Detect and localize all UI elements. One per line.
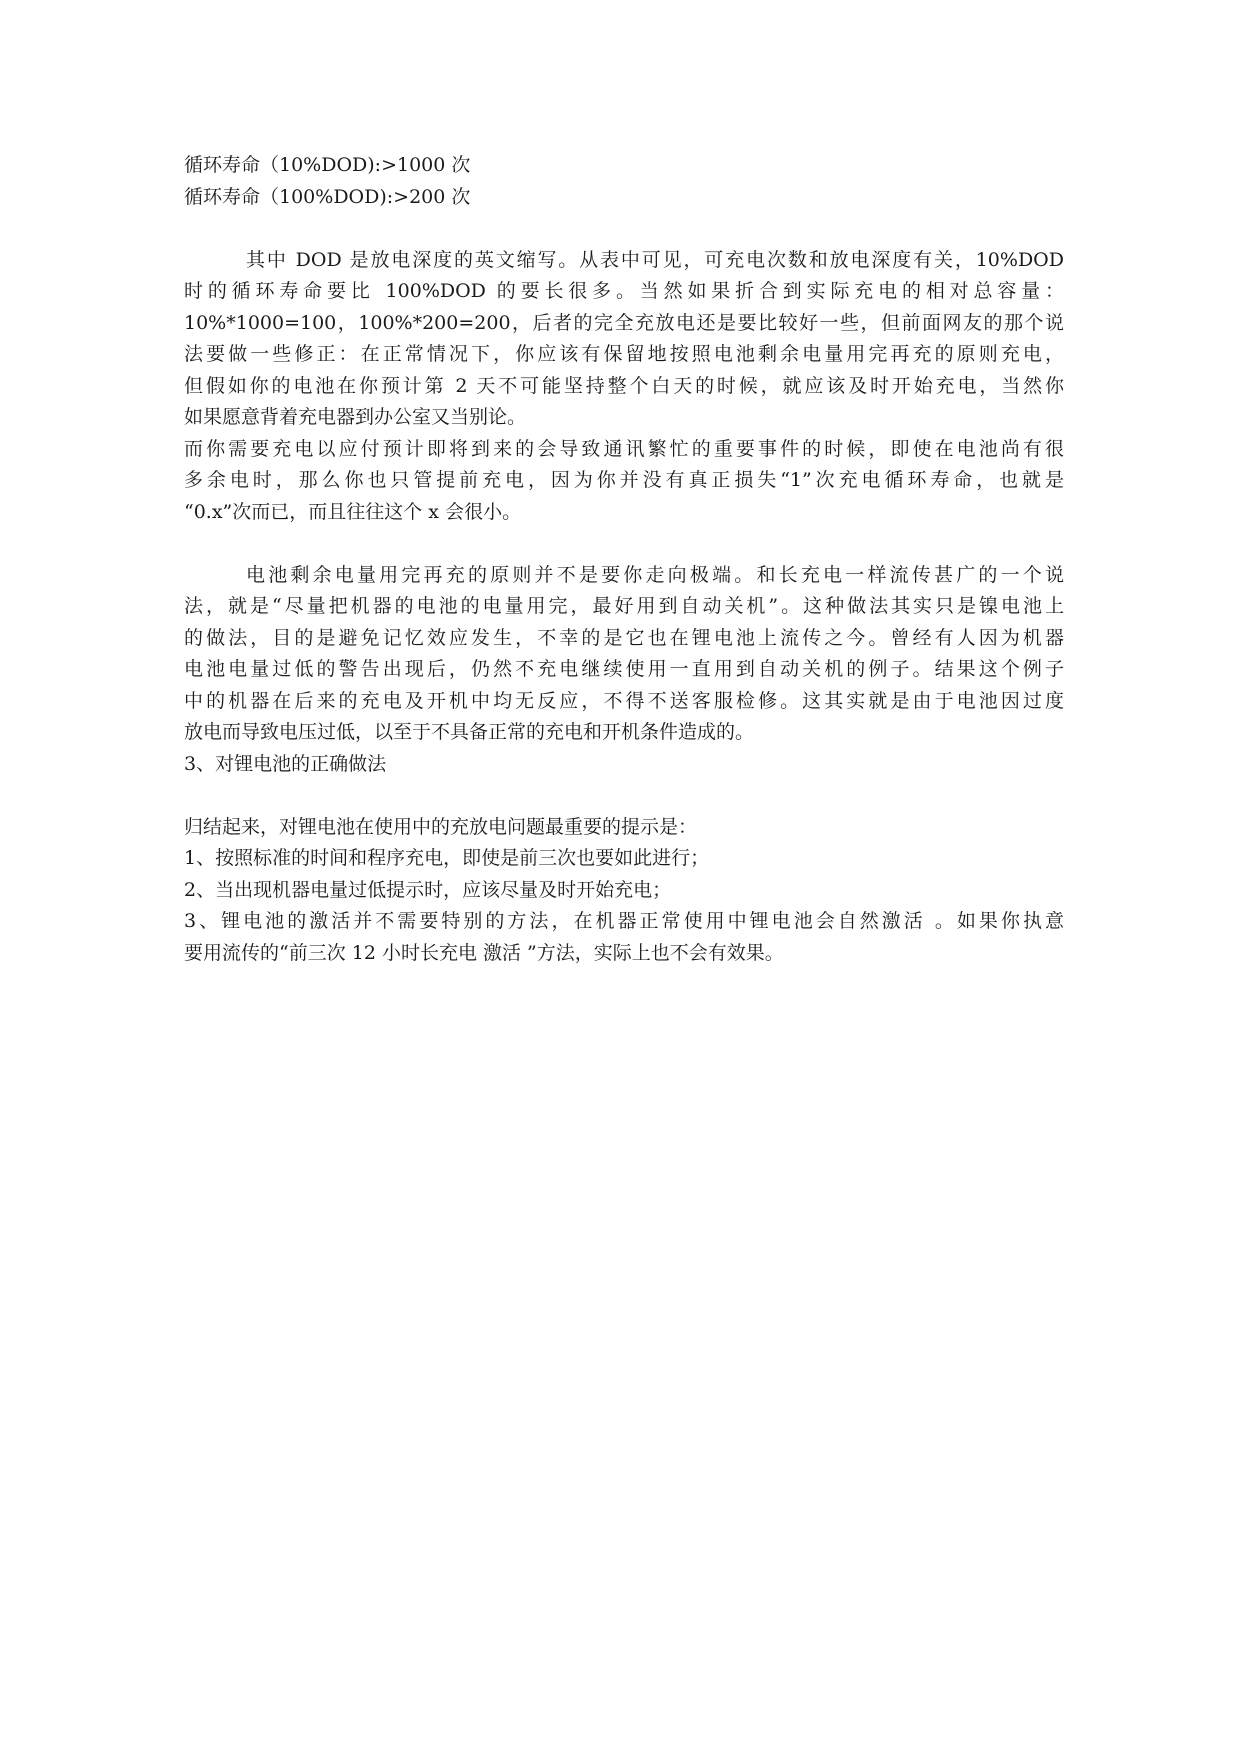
- cycle-life-100-dod: 循环寿命（100%DOD):>200 次: [184, 185, 471, 208]
- summary-intro: 归结起来，对锂电池在使用中的充放电问题最重要的提示是：: [184, 815, 698, 838]
- tip-item: 1、按照标准的时间和程序充电，即使是前三次也要如此进行；: [184, 847, 710, 869]
- paragraph-dod-explanation: [184, 245, 1064, 434]
- tip-item: 2、当出现机器电量过低提示时，应该尽量及时开始充电；: [184, 878, 672, 901]
- paragraph-line: 10%*1000=100，100%*200=200，后者的完全充放电还是要比较好一些，但前面网友的那个说: [184, 311, 1064, 334]
- paragraph-line: 但假如你的电池在你预计第 2 天不可能坚持整个白天的时候，就应该及时开始充电，当然你: [184, 374, 1064, 397]
- paragraph-line: 放电而导致电压过低，以至于不具备正常的充电和开机条件造成的。: [184, 721, 755, 743]
- paragraph-gap: [184, 213, 1064, 245]
- paragraph-gap: [184, 528, 1064, 560]
- paragraph-line: 多余电时，那么你也只管提前充电，因为你并没有真正损失“1”次充电循环寿命，也就是: [184, 469, 1064, 491]
- paragraph-line: 法要做一些修正：在正常情况下，你应该有保留地按照电池剩余电量用完再充的原则充电，: [184, 343, 1064, 365]
- paragraph-line: 的做法，目的是避免记忆效应发生，不幸的是它也在锂电池上流传之今。曾经有人因为机器: [184, 626, 1064, 649]
- cycle-life-10-dod: 循环寿命（10%DOD):>1000 次: [184, 154, 471, 176]
- section-heading: 3、对锂电池的正确做法: [184, 752, 387, 775]
- paragraph-early-charging: [184, 434, 1064, 529]
- paragraph-line: 电池剩余电量用完再充的原则并不是要你走向极端。和长充电一样流传甚广的一个说: [246, 563, 1064, 586]
- paragraph-line: 如果愿意背着充电器到办公室又当别论。: [184, 406, 527, 428]
- paragraph-line: 其中 DOD 是放电深度的英文缩写。从表中可见，可充电次数和放电深度有关，10%DOD: [246, 248, 1064, 271]
- tip-item-continuation: 要用流传的“前三次 12 小时长充电 激活 ”方法，实际上也不会有效果。: [184, 941, 784, 964]
- tips-list: [184, 843, 1064, 969]
- paragraph-line: 法，就是“尽量把机器的电池的电量用完，最好用到自动关机”。这种做法其实只是镍电池上: [184, 595, 1064, 617]
- tip-item: 3、锂电池的激活并不需要特别的方法，在机器正常使用中锂电池会自然激活 。如果你执意: [184, 910, 1064, 932]
- paragraph-line: “0.x”次而已，而且往往这个 x 会很小。: [184, 500, 522, 523]
- paragraph-deep-discharge: [184, 560, 1064, 749]
- paragraph-line: 时的循环寿命要比 100%DOD 的要长很多。当然如果折合到实际充电的相对总容量：: [184, 280, 1064, 302]
- document-body: [184, 150, 1064, 969]
- paragraph-line: 中的机器在后来的充电及开机中均无反应，不得不送客服检修。这其实就是由于电池因过度: [184, 689, 1064, 712]
- paragraph-line: 而你需要充电以应付预计即将到来的会导致通讯繁忙的重要事件的时候，即使在电池尚有很: [184, 437, 1064, 460]
- paragraph-gap: [184, 780, 1064, 812]
- paragraph-line: 电池电量过低的警告出现后，仍然不充电继续使用一直用到自动关机的例子。结果这个例子: [184, 658, 1064, 680]
